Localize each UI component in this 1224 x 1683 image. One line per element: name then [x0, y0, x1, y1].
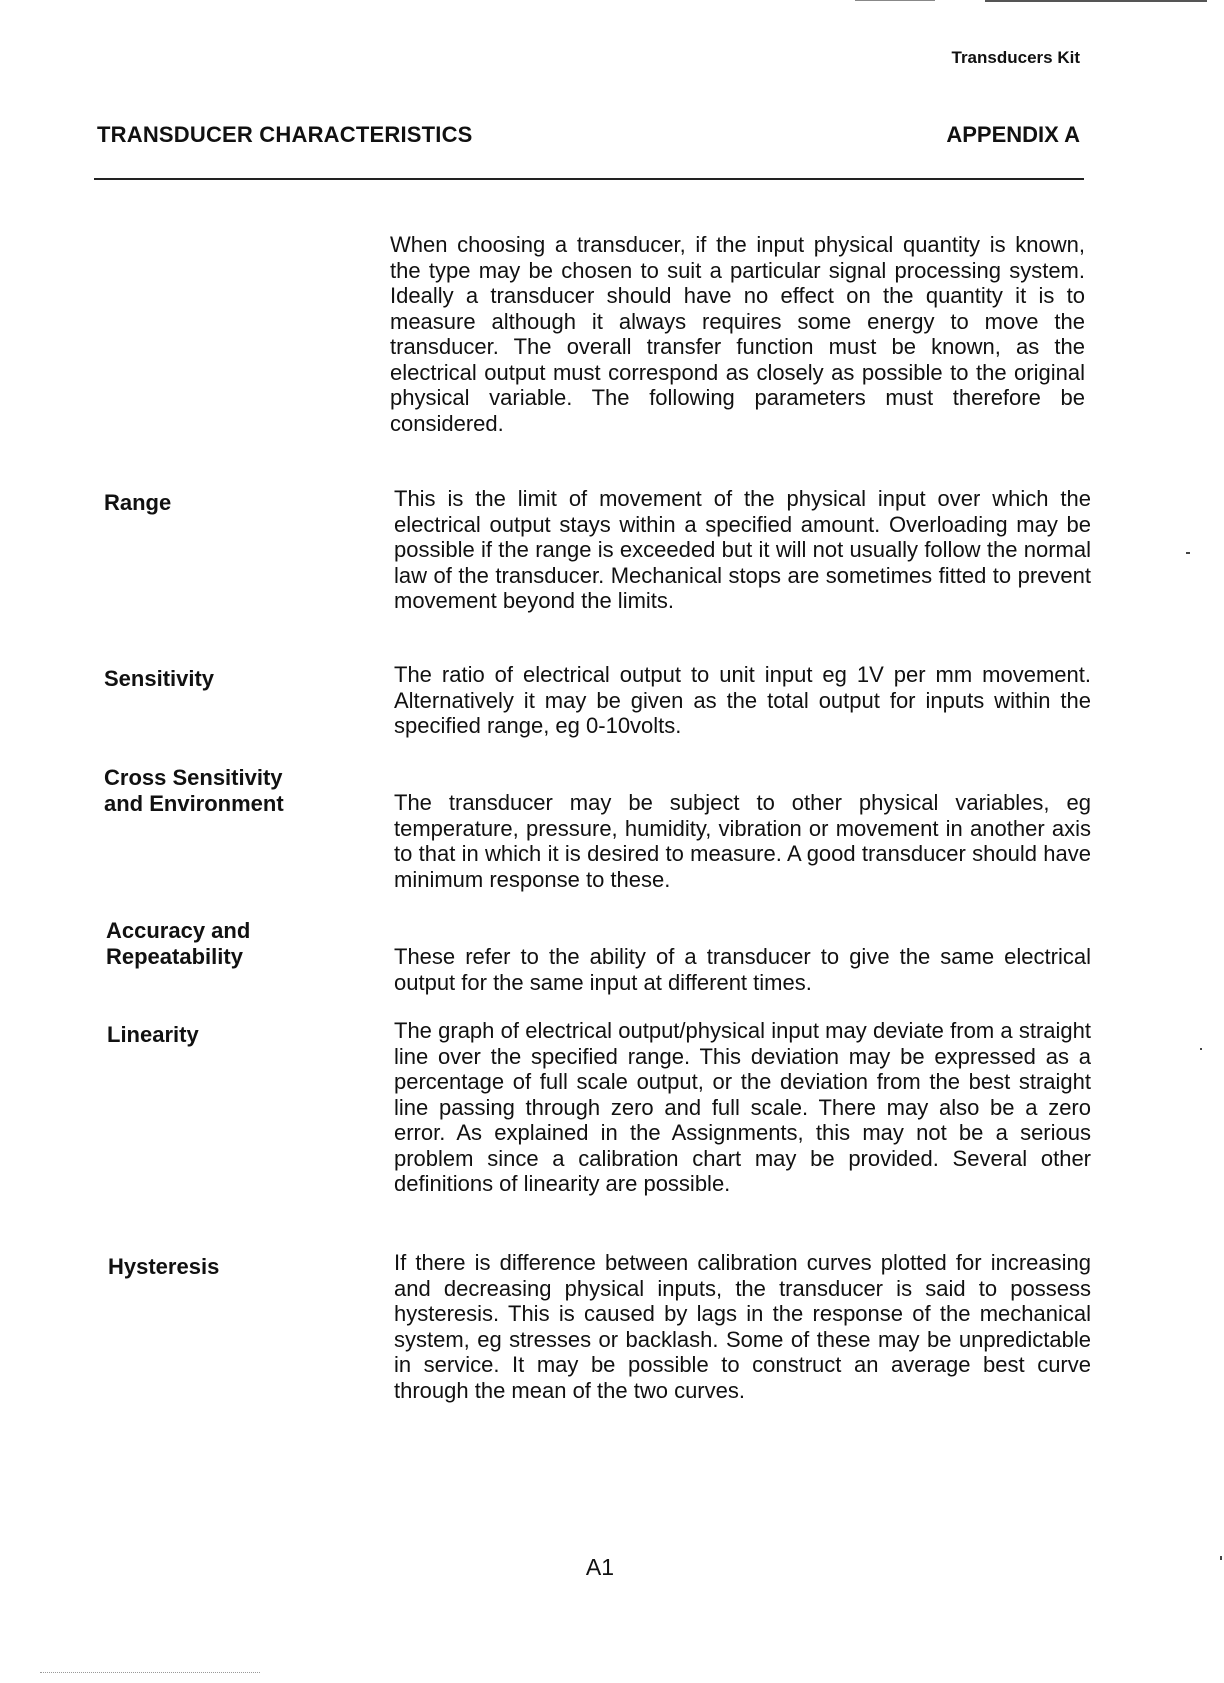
term-cross-sensitivity: Cross Sensitivity and Environment: [104, 765, 284, 816]
term-hysteresis: Hysteresis: [108, 1254, 220, 1279]
scan-edge-mark-short: [855, 0, 935, 1]
term-sensitivity: Sensitivity: [104, 666, 215, 691]
description-range: This is the limit of movement of the physical input over which the electrical output stays within a specified amount. Overloading may be possible if the range is exceeded but it will not usually follow the normal law of the transducer. Mechanical stops are sometimes fitted to prevent movement beyond the limits.: [394, 486, 1091, 613]
running-header-kit: Transducers Kit: [951, 48, 1080, 67]
description-sensitivity: The ratio of electrical output to unit input eg 1V per mm movement. Alternatively it may be given as the total output for inputs within the specified range, eg 0-10volts.: [394, 662, 1091, 738]
section-title: TRANSDUCER CHARACTERISTICS: [97, 122, 473, 147]
description-cross-sensitivity: The transducer may be subject to other physical variables, eg temperature, pressure, humidity, vibration or movement in another axis to that in which it is desired to measure. A good transducer should have minimum response to these.: [394, 790, 1091, 892]
description-accuracy: These refer to the ability of a transducer to give the same electrical output for the same input at different times.: [394, 944, 1091, 995]
margin-speck: [1220, 1556, 1222, 1560]
description-linearity: The graph of electrical output/physical input may deviate from a straight line over the specified range. This deviation may be expressed as a percentage of full scale output, or the deviation from the best straight line passing through zero and full scale. There may also be a zero error. As explained in the Assignments, this may not be a serious problem since a calibration chart may be provided. Several other definitions of linearity are possible.: [394, 1018, 1091, 1196]
term-accuracy: Accuracy and Repeatability: [106, 918, 251, 969]
description-hysteresis: If there is difference between calibration curves plotted for increasing and decreasing physical inputs, the transducer is said to possess hysteresis. This is caused by lags in the response of the mechanical system, eg stresses or backlash. Some of these may be unpredictable in service. It may be possible to construct an average best curve through the mean of the two curves.: [394, 1250, 1091, 1403]
intro-paragraph: When choosing a transducer, if the input physical quantity is known, the type may be chosen to suit a particular signal processing system. Ideally a transducer should have no effect on the quantity it is to measure although it always requires some energy to move the transducer. The overall transfer function must be known, as the electrical output must correspond as closely as possible to the original physical variable. The following parameters must therefore be considered.: [390, 232, 1085, 436]
appendix-label: APPENDIX A: [946, 122, 1080, 147]
header-divider: [94, 178, 1084, 180]
scan-bottom-noise: [40, 1672, 260, 1674]
page-number: A1: [585, 1554, 615, 1580]
scan-edge-mark: [985, 0, 1207, 2]
margin-speck: [1200, 1048, 1202, 1050]
term-range: Range: [104, 490, 172, 515]
term-linearity: Linearity: [107, 1022, 199, 1047]
margin-speck: [1186, 552, 1190, 554]
